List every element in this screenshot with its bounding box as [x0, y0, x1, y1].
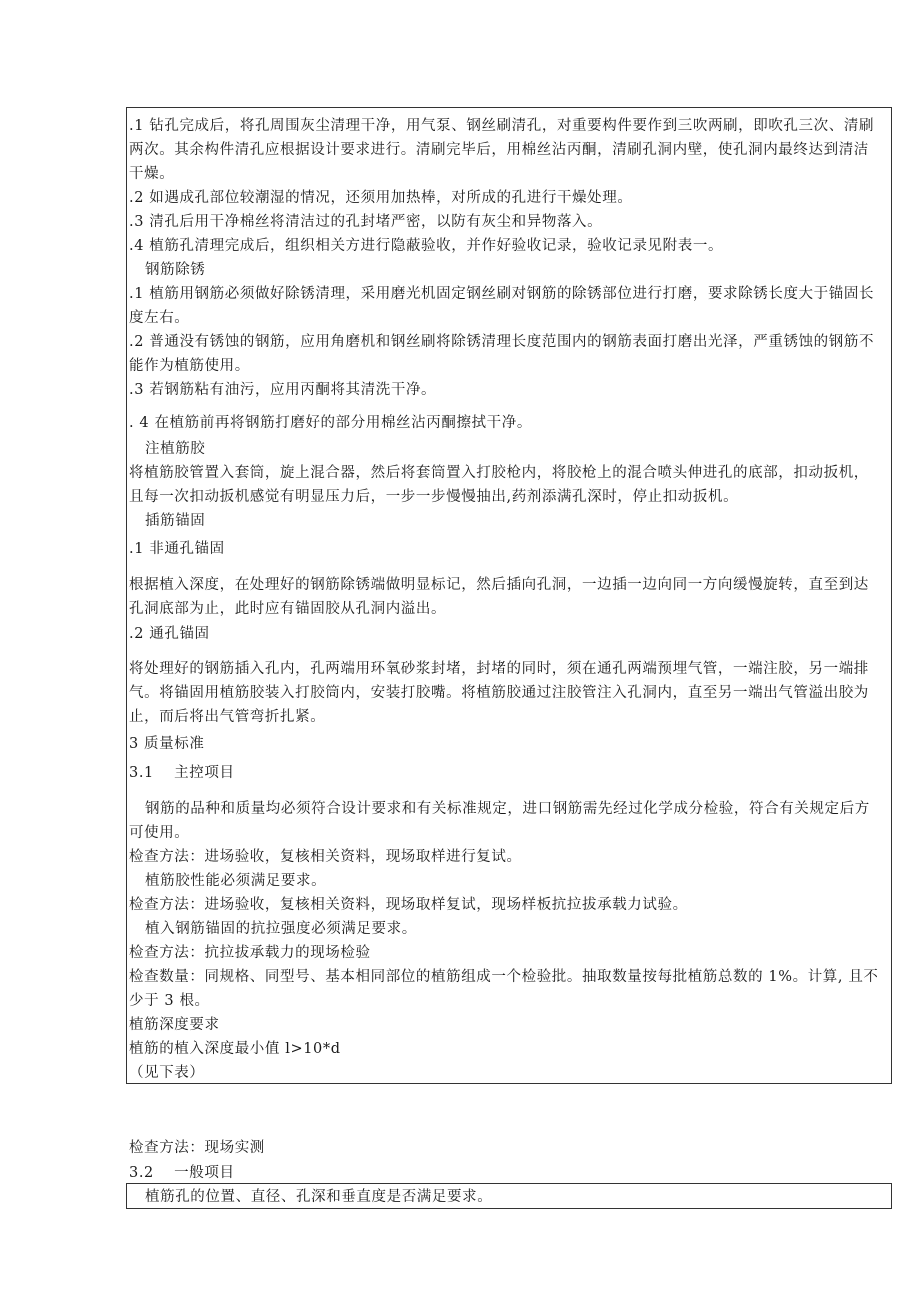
text-line: .2 如遇成孔部位较潮湿的情况，还须用加热棒，对所成的孔进行干燥处理。 [129, 190, 633, 206]
subsection-heading: .1 非通孔锚固 [129, 541, 225, 557]
text-line: 检查方法：进场验收，复核相关资料，现场取样进行复试。 [129, 849, 522, 865]
text-line: .3 清孔后用干净棉丝将清洁过的孔封堵严密，以防有灰尘和异物落入。 [129, 214, 603, 230]
section-heading: 3 质量标准 [129, 736, 205, 752]
text-line: （见下表） [129, 1065, 205, 1081]
text-line: 两次。其余构件清孔应根据设计要求进行。清刷完毕后，用棉丝沾丙酮，清刷孔洞内壁，使孔洞内最终达到清洁 [129, 142, 869, 158]
text-line: .3 若钢筋粘有油污，应用丙酮将其清洗干净。 [129, 382, 437, 398]
text-line: 气。将锚固用植筋胶装入打胶筒内，安装打胶嘴。将植筋胶通过注胶管注入孔洞内，直至另一端出气管溢出胶为 [129, 685, 869, 701]
text-line: 止，而后将出气管弯折扎紧。 [129, 709, 326, 725]
text-line: 检查数量：同规格、同型号、基本相同部位的植筋组成一个检验批。抽取数量按每批植筋总数的 1%。计算, 且不 [129, 969, 879, 985]
text-line: .4 植筋孔清理完成后，组织相关方进行隐蔽验收，并作好验收记录，验收记录见附表一。 [129, 238, 724, 254]
text-line: 植入钢筋锚固的抗拉强度必须满足要求。 [145, 921, 417, 937]
text-line: 钢筋的品种和质量均必须符合设计要求和有关标准规定，进口钢筋需先经过化学成分检验，符合有关规定后方 [145, 801, 870, 817]
subsection-heading: 3.2 一般项目 [129, 1165, 235, 1181]
text-line: 度左右。 [129, 310, 190, 326]
text-line: .1 钻孔完成后，将孔周围灰尘清理干净，用气泵、钢丝刷清孔，对重要构件要作到三吹两刷，即吹孔三次、清刷 [129, 118, 875, 134]
text-line: 植筋孔的位置、直径、孔深和垂直度是否满足要求。 [145, 1189, 493, 1205]
section-heading: 钢筋除锈 [145, 262, 206, 278]
text-line: 能作为植筋使用。 [129, 358, 250, 374]
text-line: 少于 3 根。 [129, 993, 210, 1009]
text-line: 检查方法：抗拉拔承载力的现场检验 [129, 945, 371, 961]
section-heading: 插筋锚固 [145, 513, 206, 529]
text-line: 可使用。 [129, 825, 190, 841]
subsection-heading: 3.1 主控项目 [129, 765, 235, 781]
text-line: 将处理好的钢筋插入孔内，孔两端用环氧砂浆封堵，封堵的同时，须在通孔两端预埋气管，一端注胶，另一端排 [129, 661, 869, 677]
text-line: 根据植入深度，在处理好的钢筋除锈端做明显标记，然后插向孔洞，一边插一边向同一方向缓慢旋转，直至到达 [129, 577, 869, 593]
text-line: .2 普通没有锈蚀的钢筋，应用角磨机和钢丝刷将除锈清理长度范围内的钢筋表面打磨出光泽，严重锈蚀的钢筋不 [129, 334, 875, 350]
text-line: . 4 在植筋前再将钢筋打磨好的部分用棉丝沾丙酮擦拭干净。 [129, 415, 532, 431]
section-heading: 注植筋胶 [145, 441, 206, 457]
text-line: 检查方法：现场实测 [129, 1140, 265, 1156]
text-line: 将植筋胶管置入套筒，旋上混合器，然后将套筒置入打胶枪内，将胶枪上的混合喷头伸进孔的底部，扣动扳机， [129, 465, 869, 481]
text-line: .1 植筋用钢筋必须做好除锈清理，采用磨光机固定钢丝刷对钢筋的除锈部位进行打磨，要求除锈长度大于锚固长 [129, 286, 875, 302]
text-line: 孔洞底部为止，此时应有锚固胶从孔洞内溢出。 [129, 601, 447, 617]
text-line: 植筋胶性能必须满足要求。 [145, 873, 327, 889]
text-line: 且每一次扣动扳机感觉有明显压力后，一步一步慢慢抽出,药剂添满孔深时，停止扣动扳机。 [129, 489, 739, 505]
text-line: 检查方法：进场验收，复核相关资料，现场取样复试，现场样板抗拉拔承载力试验。 [129, 897, 688, 913]
subsection-heading: .2 通孔锚固 [129, 626, 210, 642]
text-line: 植筋深度要求 [129, 1017, 220, 1033]
text-line: 植筋的植入深度最小值 l>10*d [129, 1041, 341, 1057]
text-line: 干燥。 [129, 166, 175, 182]
